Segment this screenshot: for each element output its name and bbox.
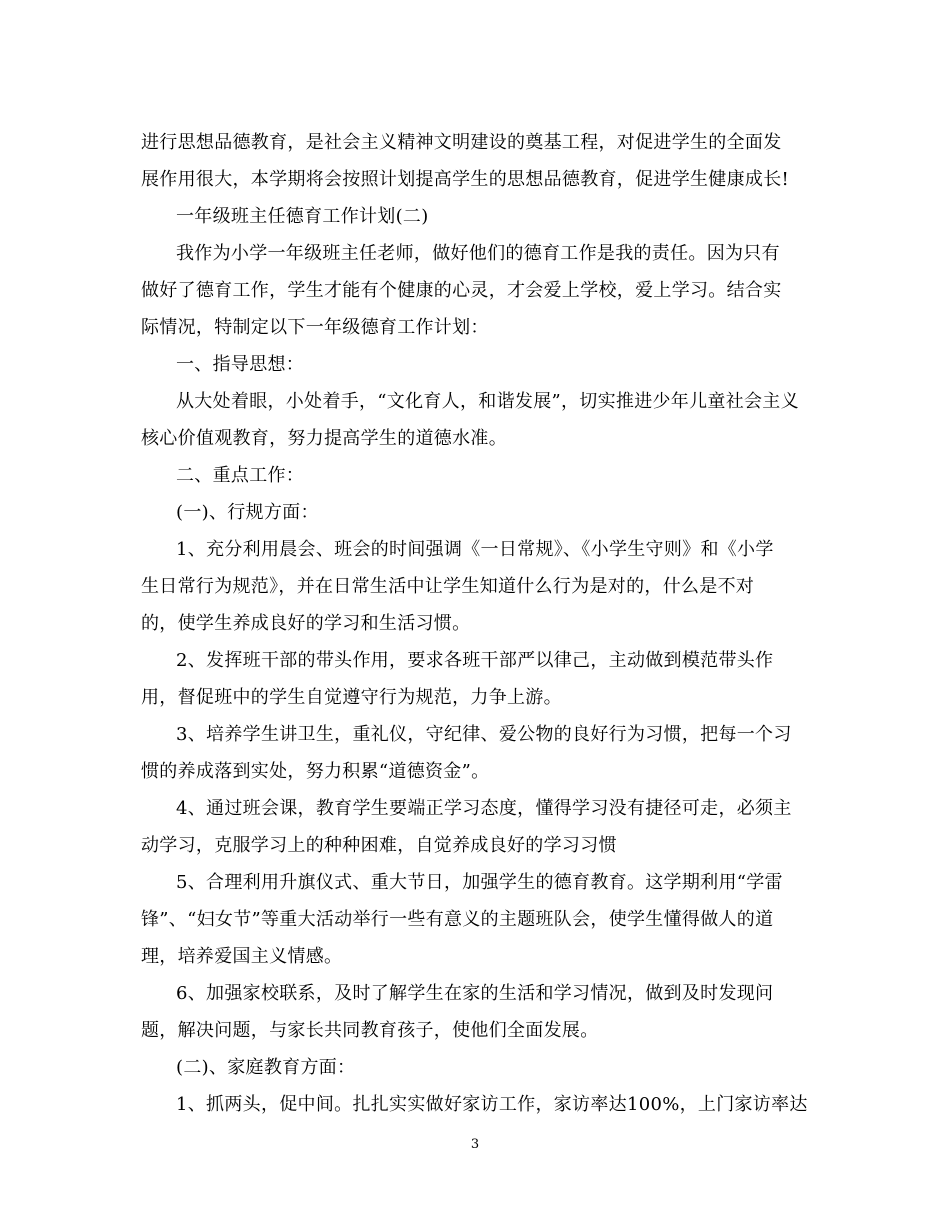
section-heading: 一、指导思想： xyxy=(176,354,305,375)
subsection-heading: (一)、行规方面： xyxy=(176,502,319,523)
body-text-line: 理，培养爱国主义情感。 xyxy=(141,946,343,967)
body-text-line: 的，使学生养成良好的学习和生活习惯。 xyxy=(141,613,471,634)
body-text-line: 际情况，特制定以下一年级德育工作计划： xyxy=(141,317,489,338)
body-text-line: 生日常行为规范》，并在日常生活中让学生知道什么行为是对的，什么是不对 xyxy=(141,576,755,597)
body-text-line: 6、加强家校联系，及时了解学生在家的生活和学习情况，做到及时发现问 xyxy=(176,983,774,1004)
body-text-line: 用，督促班中的学生自觉遵守行为规范，力争上游。 xyxy=(141,687,562,708)
body-text-line: 展作用很大，本学期将会按照计划提高学生的思想品德教育，促进学生健康成长! xyxy=(141,169,790,190)
body-text-line: 惯的养成落到实处，努力积累“道德资金”。 xyxy=(141,761,490,782)
subsection-heading: (二)、家庭教育方面： xyxy=(176,1057,356,1078)
body-text-line: 3、培养学生讲卫生，重礼仪，守纪律、爱公物的良好行为习惯，把每一个习 xyxy=(176,724,792,745)
body-text-line: 锋”、“妇女节”等重大活动举行一些有意义的主题班队会，使学生懂得做人的道 xyxy=(141,909,774,930)
body-text-line: 1、抓两头，促中间。扎扎实实做好家访工作，家访率达100%，上门家访率达 xyxy=(176,1094,808,1115)
body-text-line: 进行思想品德教育，是社会主义精神文明建设的奠基工程，对促进学生的全面发 xyxy=(141,132,782,153)
body-text-line: 2、发挥班干部的带头作用，要求各班干部严以律己，主动做到模范带头作 xyxy=(176,650,774,671)
body-text-line: 5、合理利用升旗仪式、重大节日，加强学生的德育教育。这学期利用“学雷 xyxy=(176,872,783,893)
body-text-line: 做好了德育工作，学生才能有个健康的心灵，才会爱上学校，爱上学习。结合实 xyxy=(141,280,782,301)
body-text-line: 4、通过班会课，教育学生要端正学习态度，懂得学习没有捷径可走，必须主 xyxy=(176,798,792,819)
body-text-line: 我作为小学一年级班主任老师，做好他们的德育工作是我的责任。因为只有 xyxy=(176,243,780,264)
body-text-line: 从大处着眼，小处着手，“文化育人，和谐发展”，切实推进少年儿童社会主义 xyxy=(176,391,799,412)
body-text-line: 核心价值观教育，努力提高学生的道德水准。 xyxy=(141,428,507,449)
body-text-line: 题，解决问题，与家长共同教育孩子，使他们全面发展。 xyxy=(141,1020,599,1041)
body-text-line: 1、充分利用晨会、班会的时间强调《一日常规》、《小学生守则》和《小学 xyxy=(176,539,774,560)
page-number: 3 xyxy=(470,1137,480,1152)
body-text-line: 动学习，克服学习上的种种困难，自觉养成良好的学习习惯 xyxy=(141,835,617,856)
section-title: 一年级班主任德育工作计划(二) xyxy=(176,206,429,227)
section-heading: 二、重点工作： xyxy=(176,465,305,486)
